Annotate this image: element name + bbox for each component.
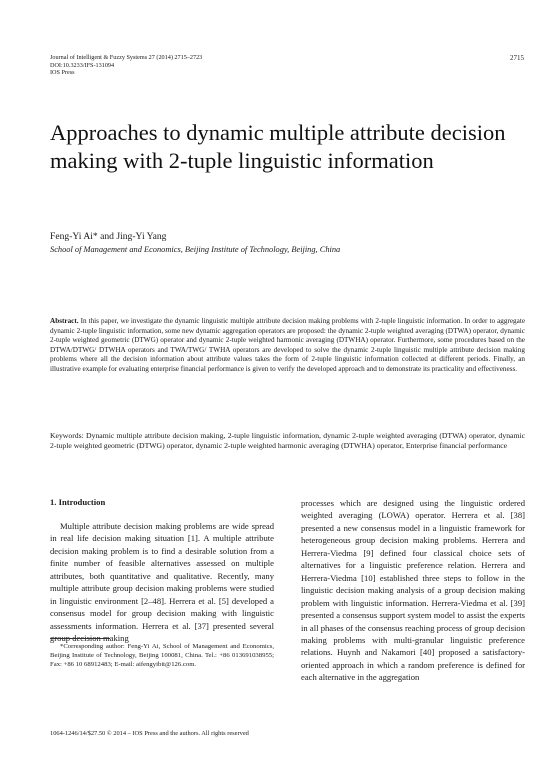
intro-column-left: Multiple attribute decision making problems are wide spread in real life decision making situation [1]. A multiple attribute decision making problem is to find a desirable solution from a finite number of feasible alternatives assessed on multiple attributes, both quantitative and qualitative. Recently, many multiple attribute group decision making problems were studied in linguistic environment [2–48]. Herrera et al. [5] developed a consensus model for group decision making with linguistic assessments information. Herrera et al. [37] presented several group decision making: [50, 521, 274, 644]
footnote-divider: [50, 638, 110, 639]
keywords: Keywords: Dynamic multiple attribute decision making, 2-tuple linguistic information, dynamic 2-tuple weighted averaging (DTWA) operator, dynamic 2-tuple weighted geometric (DTWG) operator, dynamic 2-tuple weighted harmonic averaging (DTWHA) operator, Enterprise financial performance: [50, 431, 525, 451]
section-heading: 1. Introduction: [50, 497, 106, 507]
abstract-label: Abstract.: [50, 317, 79, 325]
authors: Feng-Yi Ai* and Jing-Yi Yang: [50, 231, 167, 242]
running-header: [50, 54, 202, 77]
abstract: [50, 317, 525, 374]
page-number: 2715: [510, 54, 524, 62]
copyright-line: 1064-1246/14/$27.50 © 2014 – IOS Press and the authors. All rights reserved: [50, 730, 249, 737]
doi[interactable]: DOI:10.3233/IFS-131094: [50, 61, 115, 69]
footnote: *Corresponding author: Feng-Yi Ai, School of Management and Economics, Beijing Institute of Technology, Beijing 100081, China. Tel.: +86 013691038955; Fax: +86 10 68912483; E-mail: aifengyibit@126.com.: [50, 643, 274, 669]
paper-title: Approaches to dynamic multiple attribute decision making with 2-tuple linguistic information: [50, 120, 506, 173]
publisher: IOS Press: [50, 69, 75, 77]
abstract-text: In this paper, we investigate the dynamic linguistic multiple attribute decision making problems with 2-tuple linguistic information. In order to aggregate dynamic 2-tuple linguistic information, some new dynamic aggregation operators are proposed: the dynamic 2-tuple weighted averaging (DTWA) operator, dynamic 2-tuple weighted geometric (DTWG) operator and dynamic 2-tuple weighted harmonic averaging (DTWHA) operator. Furthermore, some procedures based on the DTWA/DTWG/ DTWHA operators and TWA/TWG/ TWHA operators are developed to solve the dynamic 2-tuple linguistic multiple attribute decision making problems where all the decision information about attribute values takes the form of 2-tuple linguistic information collected at different periods. Finally, an illustrative example for evaluating enterprise financial performance is given to verify the developed approach and to demonstrate its practicality and effectiveness.: [50, 317, 526, 373]
intro-column-right: processes which are designed using the linguistic ordered weighted averaging (LOWA) operator. Herrera et al. [38] presented a new consensus model in a linguistic framework for heterogeneous group decision making problems. Herrera and Herrera-Viedma [9] defined four classical choice sets of alternatives for a linguistic preference relation. Herrera and Herrera-Viedma [10] established three steps to follow in the linguistic decision making analysis of a group decision making problem with linguistic information. Herrera-Viedma et al. [39] presented a consensus support system model to assist the experts in all phases of the consensus reaching process of group decision making problems with multi-granular linguistic preference relations. Huynh and Nakamori [40] proposed a satisfactory-oriented approach in which a random preference is defined for each alternative in the aggregation: [301, 498, 525, 683]
affiliation: School of Management and Economics, Beijing Institute of Technology, Beijing, China: [50, 245, 341, 254]
journal-citation: Journal of Intelligent & Fuzzy Systems 27 (2014) 2715–2723: [50, 54, 203, 61]
